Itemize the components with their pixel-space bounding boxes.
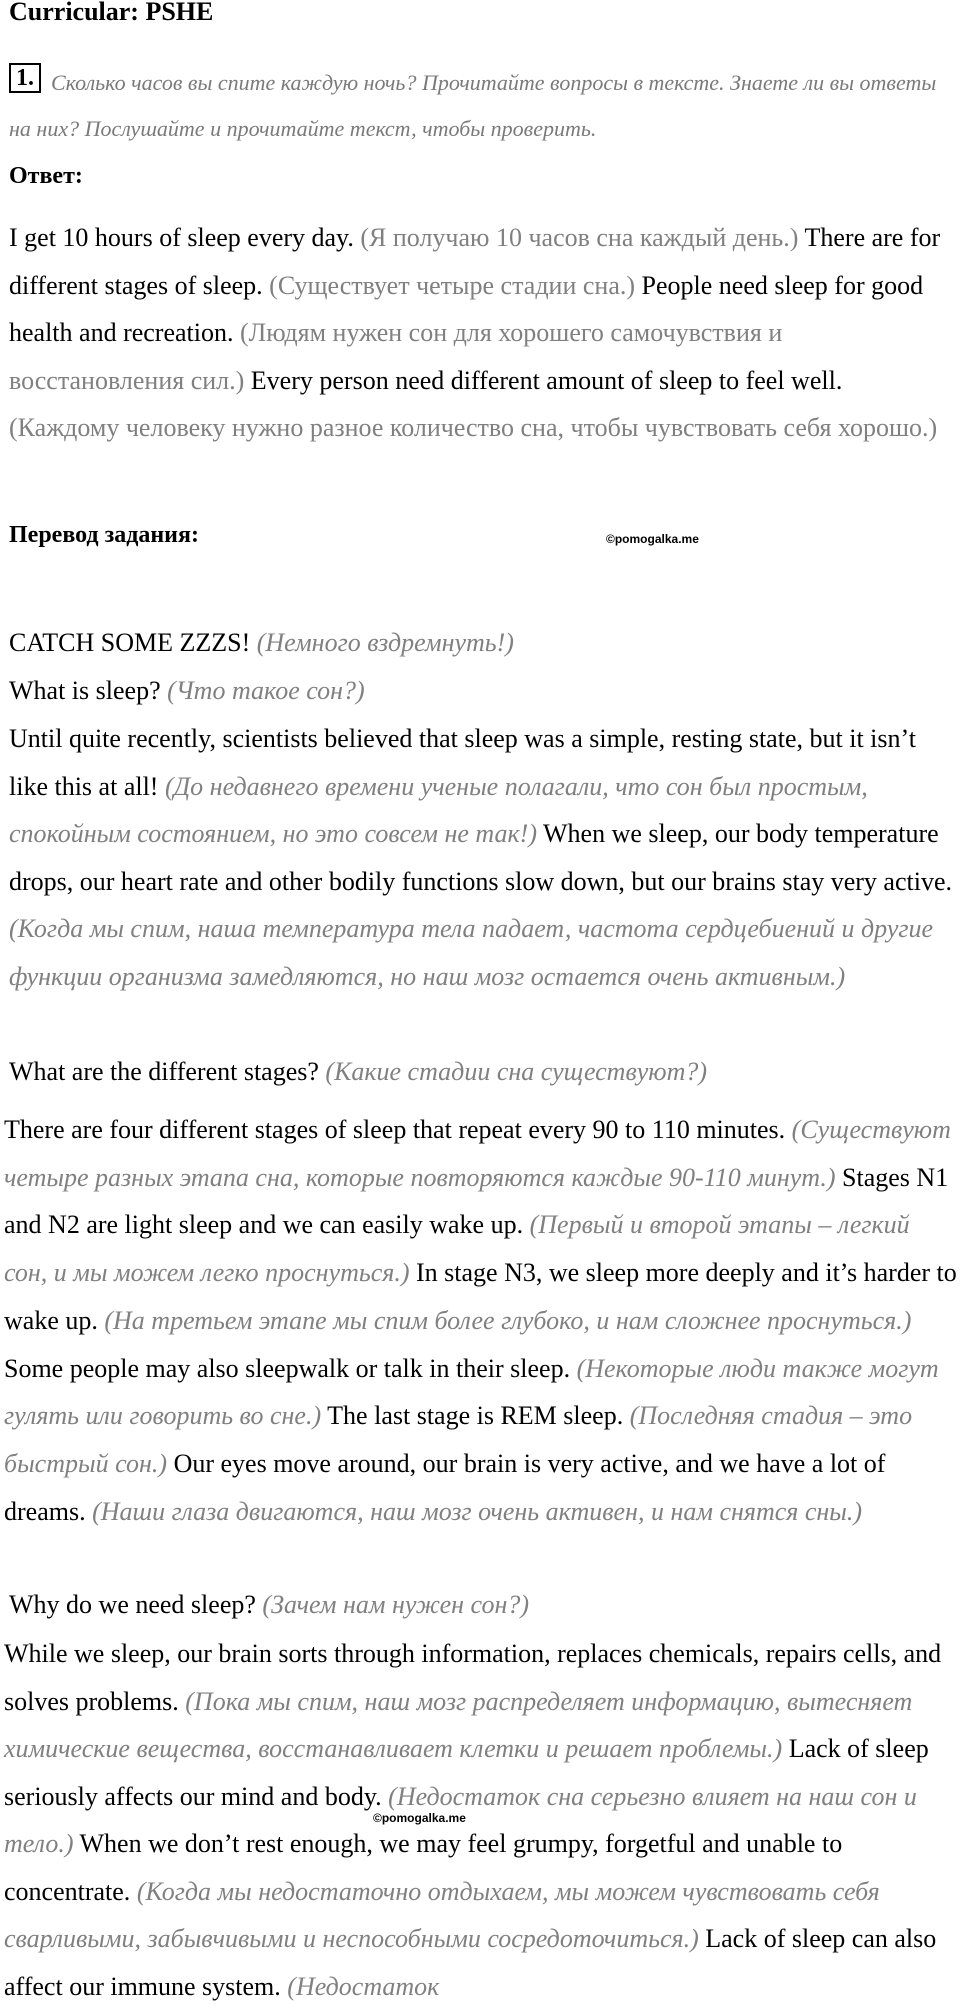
b2-ru-2: (Первый и второй этапы – легкий сон, и мы можем легко проснуться.) [4, 1210, 910, 1288]
b3-en-4: Lack of sleep can also affect our immune system. [4, 1924, 937, 2001]
section-heading: Curricular: PSHE [9, 0, 214, 26]
body-paragraph-3 [4, 1630, 957, 2010]
watermark-2: ©pomogalka.me [373, 1811, 466, 1825]
title-en: CATCH SOME ZZZS! [9, 628, 251, 657]
b2-en-6: Our eyes move around, our brain is very active, and we have a lot of dreams. [4, 1448, 886, 1526]
b2-en-4: Some people may also sleepwalk or talk in their sleep. [4, 1353, 571, 1383]
answer-en-1: I get 10 hours of sleep every day. [9, 223, 354, 252]
b2-en-2: Stages N1 and N2 are light sleep and we can easily wake up. [4, 1162, 949, 1240]
text-title [9, 628, 514, 658]
b3-ru-4: (Недостаток [287, 1971, 440, 2001]
q1-en: What is sleep? [9, 676, 161, 705]
task-number: 1. [9, 63, 41, 93]
q2-en: What are the different stages? [9, 1057, 319, 1086]
answer-paragraph [9, 214, 957, 452]
b3-en-2: Lack of sleep seriously affects our mind and body. [4, 1734, 929, 1811]
b1-en-2: When we sleep, our body temperature drops, our heart rate and other bodily functions slow down, but our brains stay very active. [9, 819, 952, 896]
b3-en-1: While we sleep, our brain sorts through information, replaces chemicals, repairs cells, and solves problems. [4, 1639, 942, 1716]
question-1 [9, 676, 365, 706]
b1-ru-1: (До недавнего времени ученые полагали, что сон был простым, спокойным состоянием, но это совсем не так!) [9, 771, 868, 848]
b2-ru-5: (Последняя стадия – это быстрый сон.) [4, 1401, 913, 1478]
answer-en-3: People need sleep for good health and recreation. [9, 270, 924, 347]
b2-en-5: The last stage is REM sleep. [327, 1401, 624, 1431]
answer-en-2: There are for different stages of sleep. [9, 223, 941, 300]
b3-ru-2: (Недостаток сна серьезно влияет на наш сон и тело.) [4, 1781, 917, 1858]
q3-ru: (Зачем нам нужен сон?) [262, 1590, 529, 1619]
q3-en: Why do we need sleep? [9, 1590, 256, 1619]
task-instruction: Сколько часов вы спите каждую ночь? Прочитайте вопросы в тексте. Знаете ли вы ответы на них? Послушайте и прочитайте текст, чтобы проверить. [9, 70, 937, 141]
question-2 [9, 1057, 707, 1087]
b2-ru-3: (На третьем этапе мы спим более глубоко, и нам сложнее проснуться.) [104, 1305, 912, 1335]
b1-en-1: Until quite recently, scientists believed that sleep was a simple, resting state, but it isn’t like this at all! [9, 724, 916, 801]
title-ru: (Немного вздремнуть!) [256, 628, 514, 657]
b1-ru-2: (Когда мы спим, наша температура тела падает, частота сердцебиений и другие функции организма замедляются, но наш мозг остается очень активным.) [9, 914, 934, 991]
answer-ru-4: (Каждому человеку нужно разное количество сна, чтобы чувствовать себя хорошо.) [9, 413, 938, 442]
translation-label: Перевод задания: [9, 522, 199, 548]
body-paragraph-2 [4, 1106, 957, 1535]
b3-en-3: When we don’t rest enough, we may feel grumpy, forgetful and unable to concentrate. [4, 1829, 843, 1906]
b2-ru-1: (Существуют четыре разных этапа сна, которые повторяются каждые 90-110 минут.) [4, 1115, 951, 1192]
answer-ru-3: (Людям нужен сон для хорошего самочувствия и восстановления сил.) [9, 318, 783, 395]
b2-en-1: There are four different stages of sleep that repeat every 90 to 110 minutes. [4, 1115, 786, 1144]
answer-en-4: Every person need different amount of sleep to feel well. [250, 365, 843, 395]
question-3 [9, 1590, 529, 1620]
q1-ru: (Что такое сон?) [167, 676, 365, 705]
answer-label: Ответ: [9, 163, 83, 189]
b2-en-3: In stage N3, we sleep more deeply and it’s harder to wake up. [4, 1258, 957, 1335]
b3-ru-3: (Когда мы недостаточно отдыхаем, мы можем чувствовать себя сварливыми, забывчивыми и неспособными сосредоточиться.) [4, 1876, 880, 1953]
body-paragraph-1 [9, 715, 957, 1000]
b2-ru-6: (Наши глаза двигаются, наш мозг очень активен, и нам снятся сны.) [92, 1496, 863, 1526]
answer-ru-2: (Существует четыре стадии сна.) [269, 270, 636, 300]
b2-ru-4: (Некоторые люди также могут гулять или говорить во сне.) [4, 1353, 939, 1431]
answer-ru-1: (Я получаю 10 часов сна каждый день.) [360, 223, 799, 252]
watermark-1: ©pomogalka.me [606, 532, 699, 546]
q2-ru: (Какие стадии сна существуют?) [325, 1057, 708, 1086]
b3-ru-1: (Пока мы спим, наш мозг распределяет информацию, вытесняет химические вещества, восстанавливает клетки и решает проблемы.) [4, 1686, 913, 1763]
